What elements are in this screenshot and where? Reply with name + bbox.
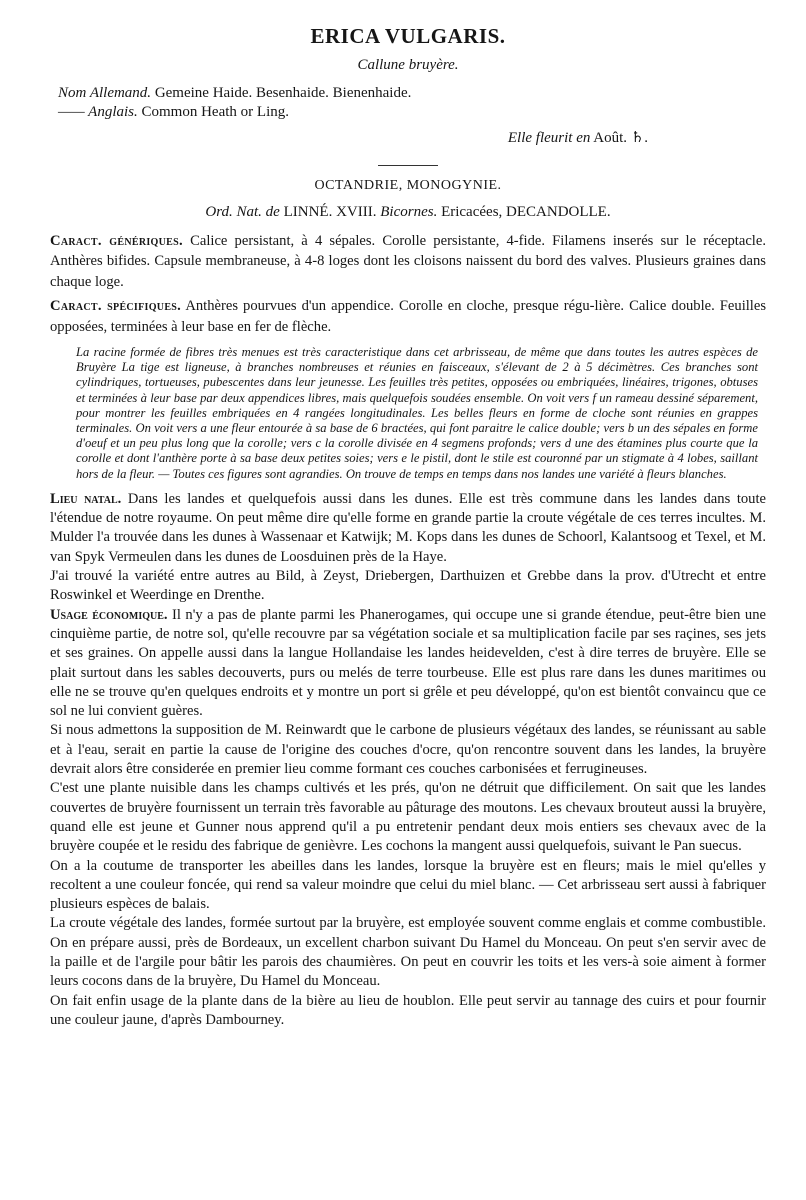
- english-name-line: [58, 103, 766, 122]
- order-label: Ord. Nat.: [205, 204, 262, 220]
- order-family: Ericacées,: [441, 204, 503, 220]
- native-habitat-heading: Lieu natal.: [50, 490, 122, 507]
- english-label: —— Anglais.: [58, 104, 138, 120]
- economic-use-paragraph: [50, 606, 766, 722]
- english-value: Common Heath or Ling.: [141, 104, 289, 120]
- economic-use-paragraph-5: La croute végétale des landes, formée surtout par la bruyère, est employée souvent comme englais et comme combustible. On en prépare aussi, près de Bordeaux, un excellent charbon suivant Du Hamel du Monceau. On peut s'en servir avec de la paille et de l'argile pour bâtir les parois des chaumières. On peut en couvrir les toits et les vers-à soie aiment à former leurs cocons dans de la bruyère, Du Hamel du Monceau.: [50, 915, 766, 990]
- page-title: ERICA VULGARIS.: [310, 24, 506, 48]
- economic-use-heading: Usage économique.: [50, 606, 168, 623]
- native-habitat-paragraph: [50, 490, 766, 567]
- order-bicornes: Bicornes.: [380, 204, 438, 220]
- economic-use-text: Il n'y a pas de plante parmi les Phanerogames, qui occupe une si grande étendue, peut-être bien une cinquième partie, de notre sol, qu'elle recouvre par sa végétation sociale et sa multiplication facile par ses raçines, ses jets et ses graines. On appelle aussi dans la langue Hollandaise les landes heidevelden, c'est à dire terres de bruyère. Elle se plait surtout dans les sables decouverts, purs ou melés de terre tourbeuse. Elle est plus rare dans les dunes maritimes ou elle ne se trouve qu'en quelques endroits et y montre un port si grêle et peu développé, qu'on est bientôt convaincu que ce sol ne lui convient guères.: [50, 606, 766, 720]
- generic-characters: [50, 231, 766, 292]
- specific-text: Anthères pourvues d'un appendice. Corolle en cloche, presque régu-lière. Calice double. Feuilles opposées, terminées à leur base en fer de flèche.: [50, 298, 767, 335]
- economic-use-paragraph-2: Si nous admettons la supposition de M. Reinwardt que le carbone de plusieurs végétaux des landes, se réunissant au sable et à l'eau, serait en partie la cause de l'origine des couches d'ocre, qu'on rencontre souvent dans les landes, la bruyère devrait alors être considerée en premier lieu comme formant ces couches carbonisées et ferrugineuses.: [50, 722, 766, 778]
- generic-heading: Caract. génériques.: [50, 233, 183, 249]
- order-decandolle: DECANDOLLE.: [506, 204, 611, 220]
- economic-use-paragraph-6: On fait enfin usage de la plante dans de la bière au lieu de houblon. Elle peut servir au tannage des cuirs et pour fournir une couleur jaune, d'après Dambourney.: [50, 992, 766, 1028]
- common-names: [58, 84, 766, 122]
- german-value: Gemeine Haide. Besenhaide. Bienenhaide.: [154, 85, 412, 101]
- economic-use-paragraph-3: C'est une plante nuisible dans les champs cultivés et les prés, qu'on ne détruit que difficilement. On sait que les landes couvertes de bruyère fournissent un terrain très favorable au pâturage des moutons. Les chevaux brouteut aussi la bruyère, quand elle est jeune et Gunner nous apprend qu'il a pu entretenir pendant deux mois entiers ses chevaux avec de la bruyère coupée et le residu des fabrique de genièvre. Les cochons la mangent aussi quelquefois, suivant le Pan suecus.: [50, 780, 766, 855]
- plant-description: La racine formée de fibres très menues est très caracteristique dans cet arbrisseau, de même que dans toutes les autres espèces de Bruyère La tige est ligneuse, à branches nombreuses et réunies en faisceaux, s'élevant de 2 à 5 décimètres. Ces branches sont cylindriques, tortueuses, pubescentes dans leur jeunesse. Les feuilles très petites, opposées ou embriquées, linéaires, trigones, obtuses et terminées à leur base par deux appendices libres, mais quelquefois soudées ensemble. On voit vers f un rameau dessiné séparement, pour montrer les feuilles embriquées en 4 rangées longitudinales. Les belles fleurs en forme de cloche sont réunies en grappes terminales. On voit vers a une fleur entourée à sa base de 6 bractées, qui font paraitre le calice double; vers b un des sépales en forme d'oeuf et un peu plus long que la corolle; vers c la corolle divisée en 4 segmens profonds; vers d une des étamines plus courte que la corolle et dont l'anthère porte à sa base deux petites soies; vers e le pistil, dont le stile est couronné par un stigmate à 4 lobes, saillant hors de la fleur. — Toutes ces figures sont agrandies. On trouve de temps en temps dans nos landes une variété à fleurs blanches.: [76, 345, 758, 481]
- german-name-line: [58, 84, 766, 103]
- main-body: [50, 490, 766, 1030]
- order-linne: LINNÉ.: [283, 204, 333, 220]
- flowering-value: Août. ♄.: [593, 130, 648, 146]
- classification: OCTANDRIE, MONOGYNIE.: [314, 178, 502, 193]
- specific-heading: Caract. spécifiques.: [50, 298, 182, 315]
- german-label: Nom Allemand.: [58, 85, 152, 101]
- variety-paragraph: J'ai trouvé la variété entre autres au Bild, à Zeyst, Driebergen, Darthuizen et Grebbe dans la prov. d'Utrecht et entre Roswinkel et Weerdinge en Drenthe.: [50, 568, 766, 604]
- natural-order: [50, 204, 766, 221]
- subtitle: Callune bruyère.: [357, 57, 459, 73]
- native-habitat-text: Dans les landes et quelquefois aussi dans les dunes. Elle est très commune dans les landes dans toute l'étendue de notre royaume. On peut même dire qu'elle forme en grande partie la croute végétale de ces terres incultes. M. Mulder l'a trouvée dans les dunes à Wassenaar et Katwijk; M. Kops dans les dunes de Schoorl, Kalantsoog et Texel, et M. van Spyk Vermeulen dans les dunes de Loosduinen près de la Haye.: [50, 490, 766, 565]
- flowering-line: [50, 128, 648, 147]
- economic-use-paragraph-4: On a la coutume de transporter les abeilles dans les landes, lorsque la bruyère est en fleurs; mais le miel qu'elles y recoltent a une couleur foncée, qui rend sa valeur moindre que celui du miel blanc. — Cet arbrisseau sert aussi à fabriquer plusieurs espèces de balais.: [50, 857, 766, 913]
- specific-characters: [50, 296, 766, 337]
- order-text-de: de: [265, 204, 280, 220]
- order-number: XVIII.: [336, 204, 377, 220]
- generic-text: Calice persistant, à 4 sépales. Corolle persistante, 4-fide. Filamens inserés sur le réceptacle. Anthères bifides. Capsule membraneuse, à 4-8 loges dont les cloisons naissent du bord des valves. Plusieurs graines dans chaque loge.: [50, 233, 766, 290]
- divider: [378, 165, 438, 166]
- flowering-label: Elle fleurit en: [507, 130, 591, 146]
